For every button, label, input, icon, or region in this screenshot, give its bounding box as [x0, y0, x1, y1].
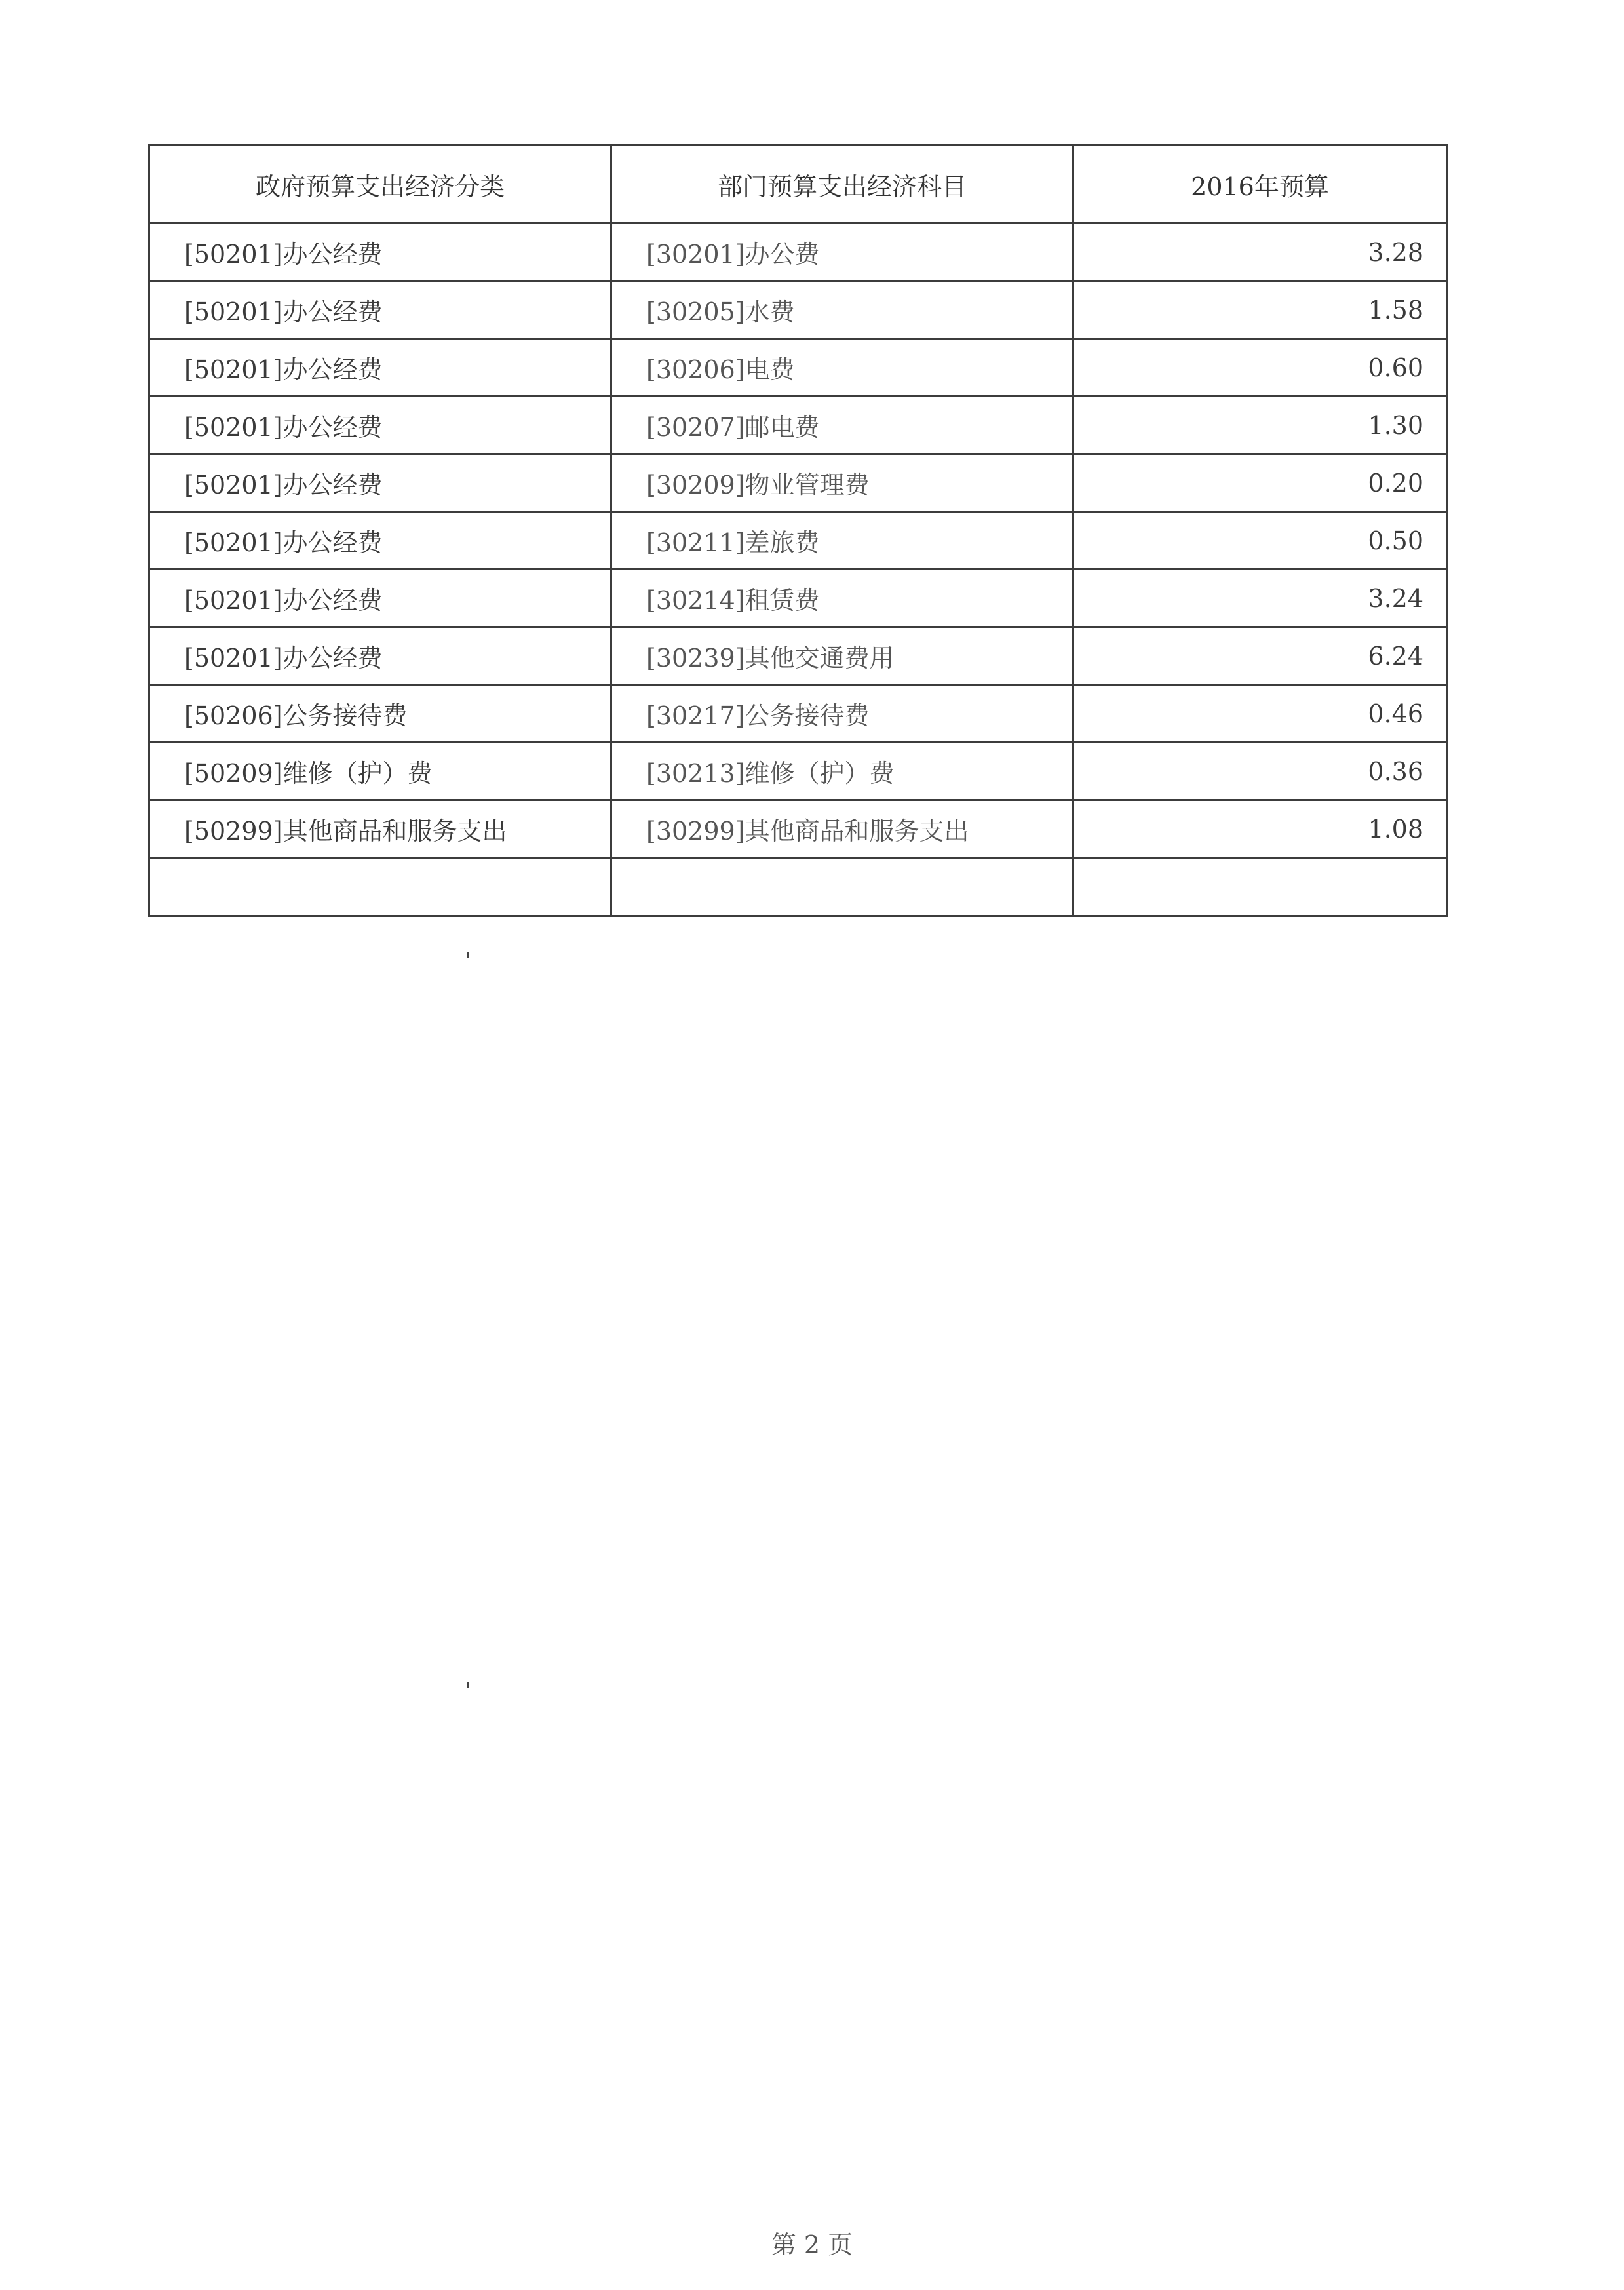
- budget-table: [148, 144, 1448, 917]
- budget-amount-cell: 1.30: [1073, 397, 1447, 454]
- dept-subject-cell: [30205]水费: [611, 281, 1073, 339]
- table-row: [149, 339, 1447, 397]
- gov-classification-cell: [50201]办公经费: [149, 570, 611, 627]
- budget-amount-cell: 0.60: [1073, 339, 1447, 397]
- table-row: [149, 281, 1447, 339]
- budget-amount-cell: 0.36: [1073, 743, 1447, 800]
- budget-amount-cell: 3.24: [1073, 570, 1447, 627]
- gov-classification-cell: [50206]公务接待费: [149, 685, 611, 743]
- scan-speck: [467, 1682, 469, 1688]
- gov-classification-cell: [50201]办公经费: [149, 397, 611, 454]
- table-row: [149, 512, 1447, 570]
- table-row: [149, 454, 1447, 512]
- table-row: [149, 685, 1447, 743]
- gov-classification-cell: [50201]办公经费: [149, 454, 611, 512]
- table-row: [149, 397, 1447, 454]
- budget-amount-cell: 0.20: [1073, 454, 1447, 512]
- empty-cell: [611, 858, 1073, 916]
- dept-subject-cell: [30209]物业管理费: [611, 454, 1073, 512]
- header-dept-subject: 部门预算支出经济科目: [611, 146, 1073, 223]
- page-number: 第 2 页: [771, 2230, 853, 2259]
- dept-subject-cell: [30213]维修（护）费: [611, 743, 1073, 800]
- table-row: [149, 223, 1447, 281]
- budget-amount-cell: 1.08: [1073, 800, 1447, 858]
- gov-classification-cell: [50201]办公经费: [149, 627, 611, 685]
- budget-amount-cell: 1.58: [1073, 281, 1447, 339]
- gov-classification-cell: [50201]办公经费: [149, 223, 611, 281]
- dept-subject-cell: [30214]租赁费: [611, 570, 1073, 627]
- table-row: [149, 570, 1447, 627]
- gov-classification-cell: [50201]办公经费: [149, 281, 611, 339]
- budget-amount-cell: 3.28: [1073, 223, 1447, 281]
- scan-speck: [467, 952, 469, 958]
- empty-cell: [1073, 858, 1447, 916]
- header-gov-classification: 政府预算支出经济分类: [149, 146, 611, 223]
- dept-subject-cell: [30211]差旅费: [611, 512, 1073, 570]
- dept-subject-cell: [30239]其他交通费用: [611, 627, 1073, 685]
- budget-amount-cell: 0.46: [1073, 685, 1447, 743]
- budget-amount-cell: 0.50: [1073, 512, 1447, 570]
- empty-cell: [149, 858, 611, 916]
- table-header-row: [149, 146, 1447, 223]
- empty-table-row: [149, 858, 1447, 916]
- budget-amount-cell: 6.24: [1073, 627, 1447, 685]
- gov-classification-cell: [50209]维修（护）费: [149, 743, 611, 800]
- gov-classification-cell: [50299]其他商品和服务支出: [149, 800, 611, 858]
- table-row: [149, 627, 1447, 685]
- gov-classification-cell: [50201]办公经费: [149, 512, 611, 570]
- dept-subject-cell: [30299]其他商品和服务支出: [611, 800, 1073, 858]
- dept-subject-cell: [30206]电费: [611, 339, 1073, 397]
- dept-subject-cell: [30201]办公费: [611, 223, 1073, 281]
- gov-classification-cell: [50201]办公经费: [149, 339, 611, 397]
- table-row: [149, 743, 1447, 800]
- table-row: [149, 800, 1447, 858]
- dept-subject-cell: [30217]公务接待费: [611, 685, 1073, 743]
- header-budget-2016: 2016年预算: [1073, 146, 1447, 223]
- dept-subject-cell: [30207]邮电费: [611, 397, 1073, 454]
